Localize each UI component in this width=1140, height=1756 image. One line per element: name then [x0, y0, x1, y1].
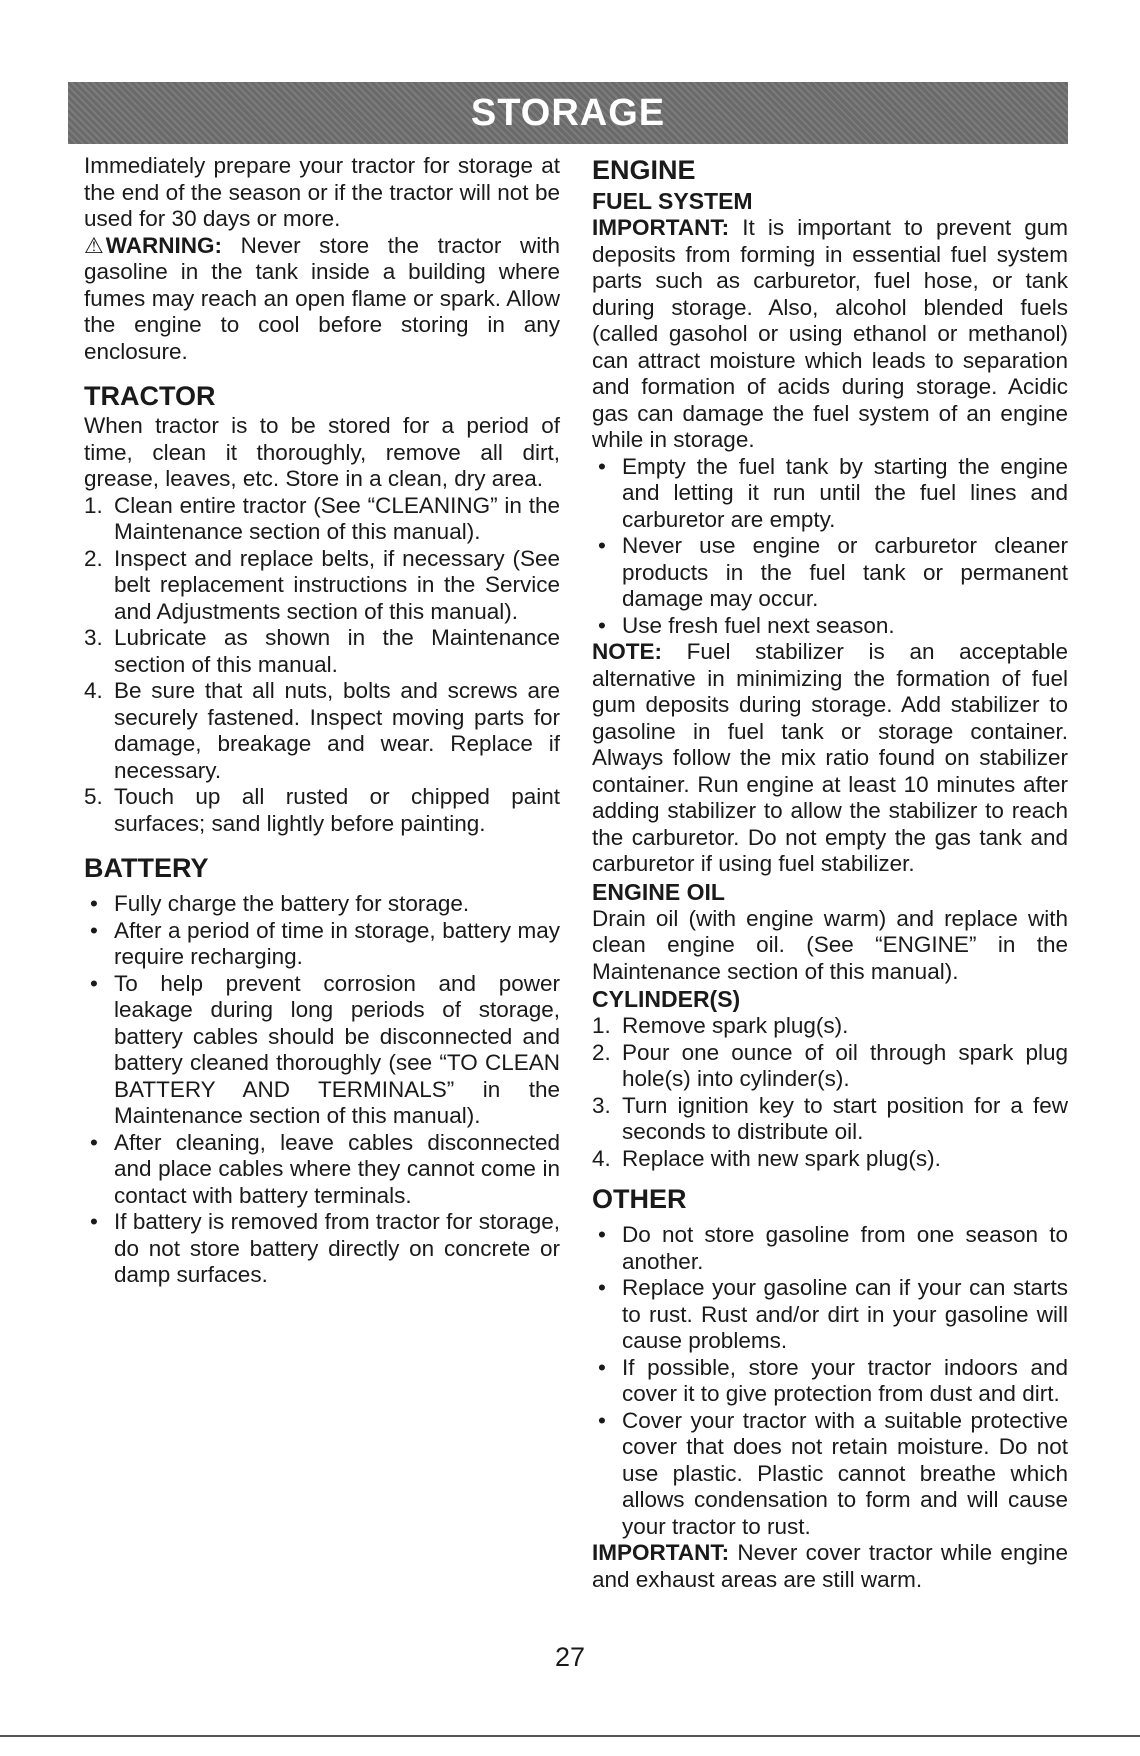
bullet-dot-icon: • [598, 1407, 606, 1433]
other-bullets-list [592, 1222, 1068, 1540]
list-item: 2. Inspect and replace belts, if necessary (See belt replacement instructions in the Service and Adjustments section of this manual). [84, 545, 560, 624]
list-item: • After a period of time in storage, battery may require recharging. [90, 917, 560, 969]
note-paragraph [592, 639, 1068, 878]
page-divider [0, 1735, 1140, 1737]
note-label: NOTE: [592, 639, 662, 664]
list-item: 1. Remove spark plug(s). [592, 1013, 849, 1038]
bullet-dot-icon: • [598, 1354, 606, 1380]
list-item: • Cover your tractor with a suitable protective cover that does not retain moisture. Do not use plastic. Plastic cannot breathe which allows condensation to form and will cause your tractor to rust. [598, 1407, 1068, 1539]
list-item: • Use fresh fuel next season. [598, 612, 895, 638]
tractor-steps-list [84, 493, 560, 838]
list-item: • If possible, store your tractor indoors and cover it to give protection from dust and dirt. [598, 1354, 1068, 1406]
intro-text: Immediately prepare your tractor for storage at the end of the season or if the tractor will not be used for 30 days or more. [84, 153, 560, 231]
other-heading: OTHER [592, 1184, 687, 1214]
bullet-dot-icon: • [598, 533, 606, 558]
page-number: 27 [554, 1642, 586, 1672]
list-item: • To help prevent corrosion and power leakage during long periods of storage, battery cables should be disconnected and battery cleaned thoroughly (see “TO CLEAN BATTERY AND TERMINALS” in the Maintenance section of this manual). [90, 970, 560, 1128]
important-text: It is important to prevent gum deposits from forming in essential fuel system parts such as carburetor, fuel hose, or tank during storage. Also, alcohol blended fuels (called gasohol or using ethanol or methanol) can attract moisture which leads to separation and formation of acids during storage. Acidic gas can damage the fuel system of an engine while in storage. [592, 215, 1068, 452]
bullet-dot-icon: • [90, 970, 98, 996]
tractor-intro: When tractor is to be stored for a period of time, clean it thoroughly, remove all dirt, grease, leaves, etc. Store in a clean, dry area. [84, 413, 560, 491]
list-item: • Never use engine or carburetor cleaner products in the fuel tank or permanent damage may occur. [598, 533, 1068, 611]
list-item: 3. Lubricate as shown in the Maintenance section of this manual. [84, 625, 560, 677]
warning-triangle-icon: ⚠ [84, 232, 104, 258]
fuel-important-paragraph [592, 215, 1068, 454]
list-item: • Fully charge the battery for storage. [90, 891, 470, 916]
page-title: STORAGE [470, 91, 666, 134]
other-important-paragraph [592, 1540, 1068, 1593]
list-item: 4. Replace with new spark plug(s). [592, 1145, 941, 1171]
note-text: Fuel stabilizer is an acceptable alternative in minimizing the formation of fuel gum deposits during storage. Add stabilizer to gasoline in fuel tank or storage container. Always follow the mix ratio found on stabilizer container. Run engine at least 10 minutes after adding stabilizer to allow the stabilizer to reach the carburetor. Do not empty the gas tank and carburetor if using fuel stabilizer. [592, 639, 1068, 876]
list-item: • Do not store gasoline from one season to another. [598, 1222, 1068, 1274]
important-text: Never cover tractor while engine and exhaust areas are still warm. [592, 1540, 1068, 1592]
warning-text: Never store the tractor with gasoline in the tank inside a building where fumes may reach an open flame or spark. Allow the engine to cool before storing in any enclosure. [84, 232, 560, 364]
battery-bullets-list [84, 891, 560, 1289]
right-column [592, 153, 1068, 1593]
bullet-dot-icon: • [90, 1209, 98, 1234]
left-column [84, 153, 560, 1289]
tractor-heading: TRACTOR [84, 381, 216, 411]
bullet-dot-icon: • [598, 1222, 606, 1247]
section-banner [68, 82, 1068, 144]
bullet-dot-icon: • [598, 453, 606, 479]
list-item: 5. Touch up all rusted or chipped paint surfaces; sand lightly before painting. [84, 784, 560, 836]
fuel-bullets-list [592, 454, 1068, 640]
battery-heading: BATTERY [84, 853, 209, 883]
list-item: 3. Turn ignition key to start position for a few seconds to distribute oil. [592, 1092, 1068, 1144]
bullet-dot-icon: • [90, 891, 98, 916]
list-item: • Empty the fuel tank by starting the engine and letting it run until the fuel lines and carburetor are empty. [598, 453, 1068, 532]
list-item: • Replace your gasoline can if your can starts to rust. Rust and/or dirt in your gasoline will cause problems. [598, 1275, 1068, 1353]
bullet-dot-icon: • [90, 1129, 98, 1155]
warning-label: WARNING: [105, 232, 222, 258]
bullet-dot-icon: • [90, 917, 98, 943]
engine-oil-text: Drain oil (with engine warm) and replace with clean engine oil. (See “ENGINE” in the Maintenance section of this manual). [592, 905, 1068, 984]
list-item: 1. Clean entire tractor (See “CLEANING” in the Maintenance section of this manual). [84, 492, 560, 544]
bullet-dot-icon: • [598, 612, 606, 638]
engine-oil-heading: ENGINE OIL [592, 878, 725, 905]
cylinders-heading: CYLINDER(S) [592, 986, 741, 1012]
list-item: • If battery is removed from tractor for storage, do not store battery directly on concrete or damp surfaces. [90, 1209, 560, 1287]
warning-paragraph [84, 233, 560, 366]
fuel-system-heading: FUEL SYSTEM [592, 188, 753, 214]
list-item: 2. Pour one ounce of oil through spark plug hole(s) into cylinder(s). [592, 1039, 1068, 1091]
cylinders-steps-list [592, 1013, 1068, 1172]
engine-heading: ENGINE [592, 155, 696, 185]
list-item: • After cleaning, leave cables disconnected and place cables where they cannot come in contact with battery terminals. [90, 1129, 560, 1208]
bullet-dot-icon: • [598, 1275, 606, 1300]
important-label: IMPORTANT: [592, 215, 730, 240]
important-label: IMPORTANT: [592, 1540, 730, 1565]
list-item: 4. Be sure that all nuts, bolts and screws are securely fastened. Inspect moving parts for damage, breakage and wear. Replace if necessary. [84, 678, 560, 783]
